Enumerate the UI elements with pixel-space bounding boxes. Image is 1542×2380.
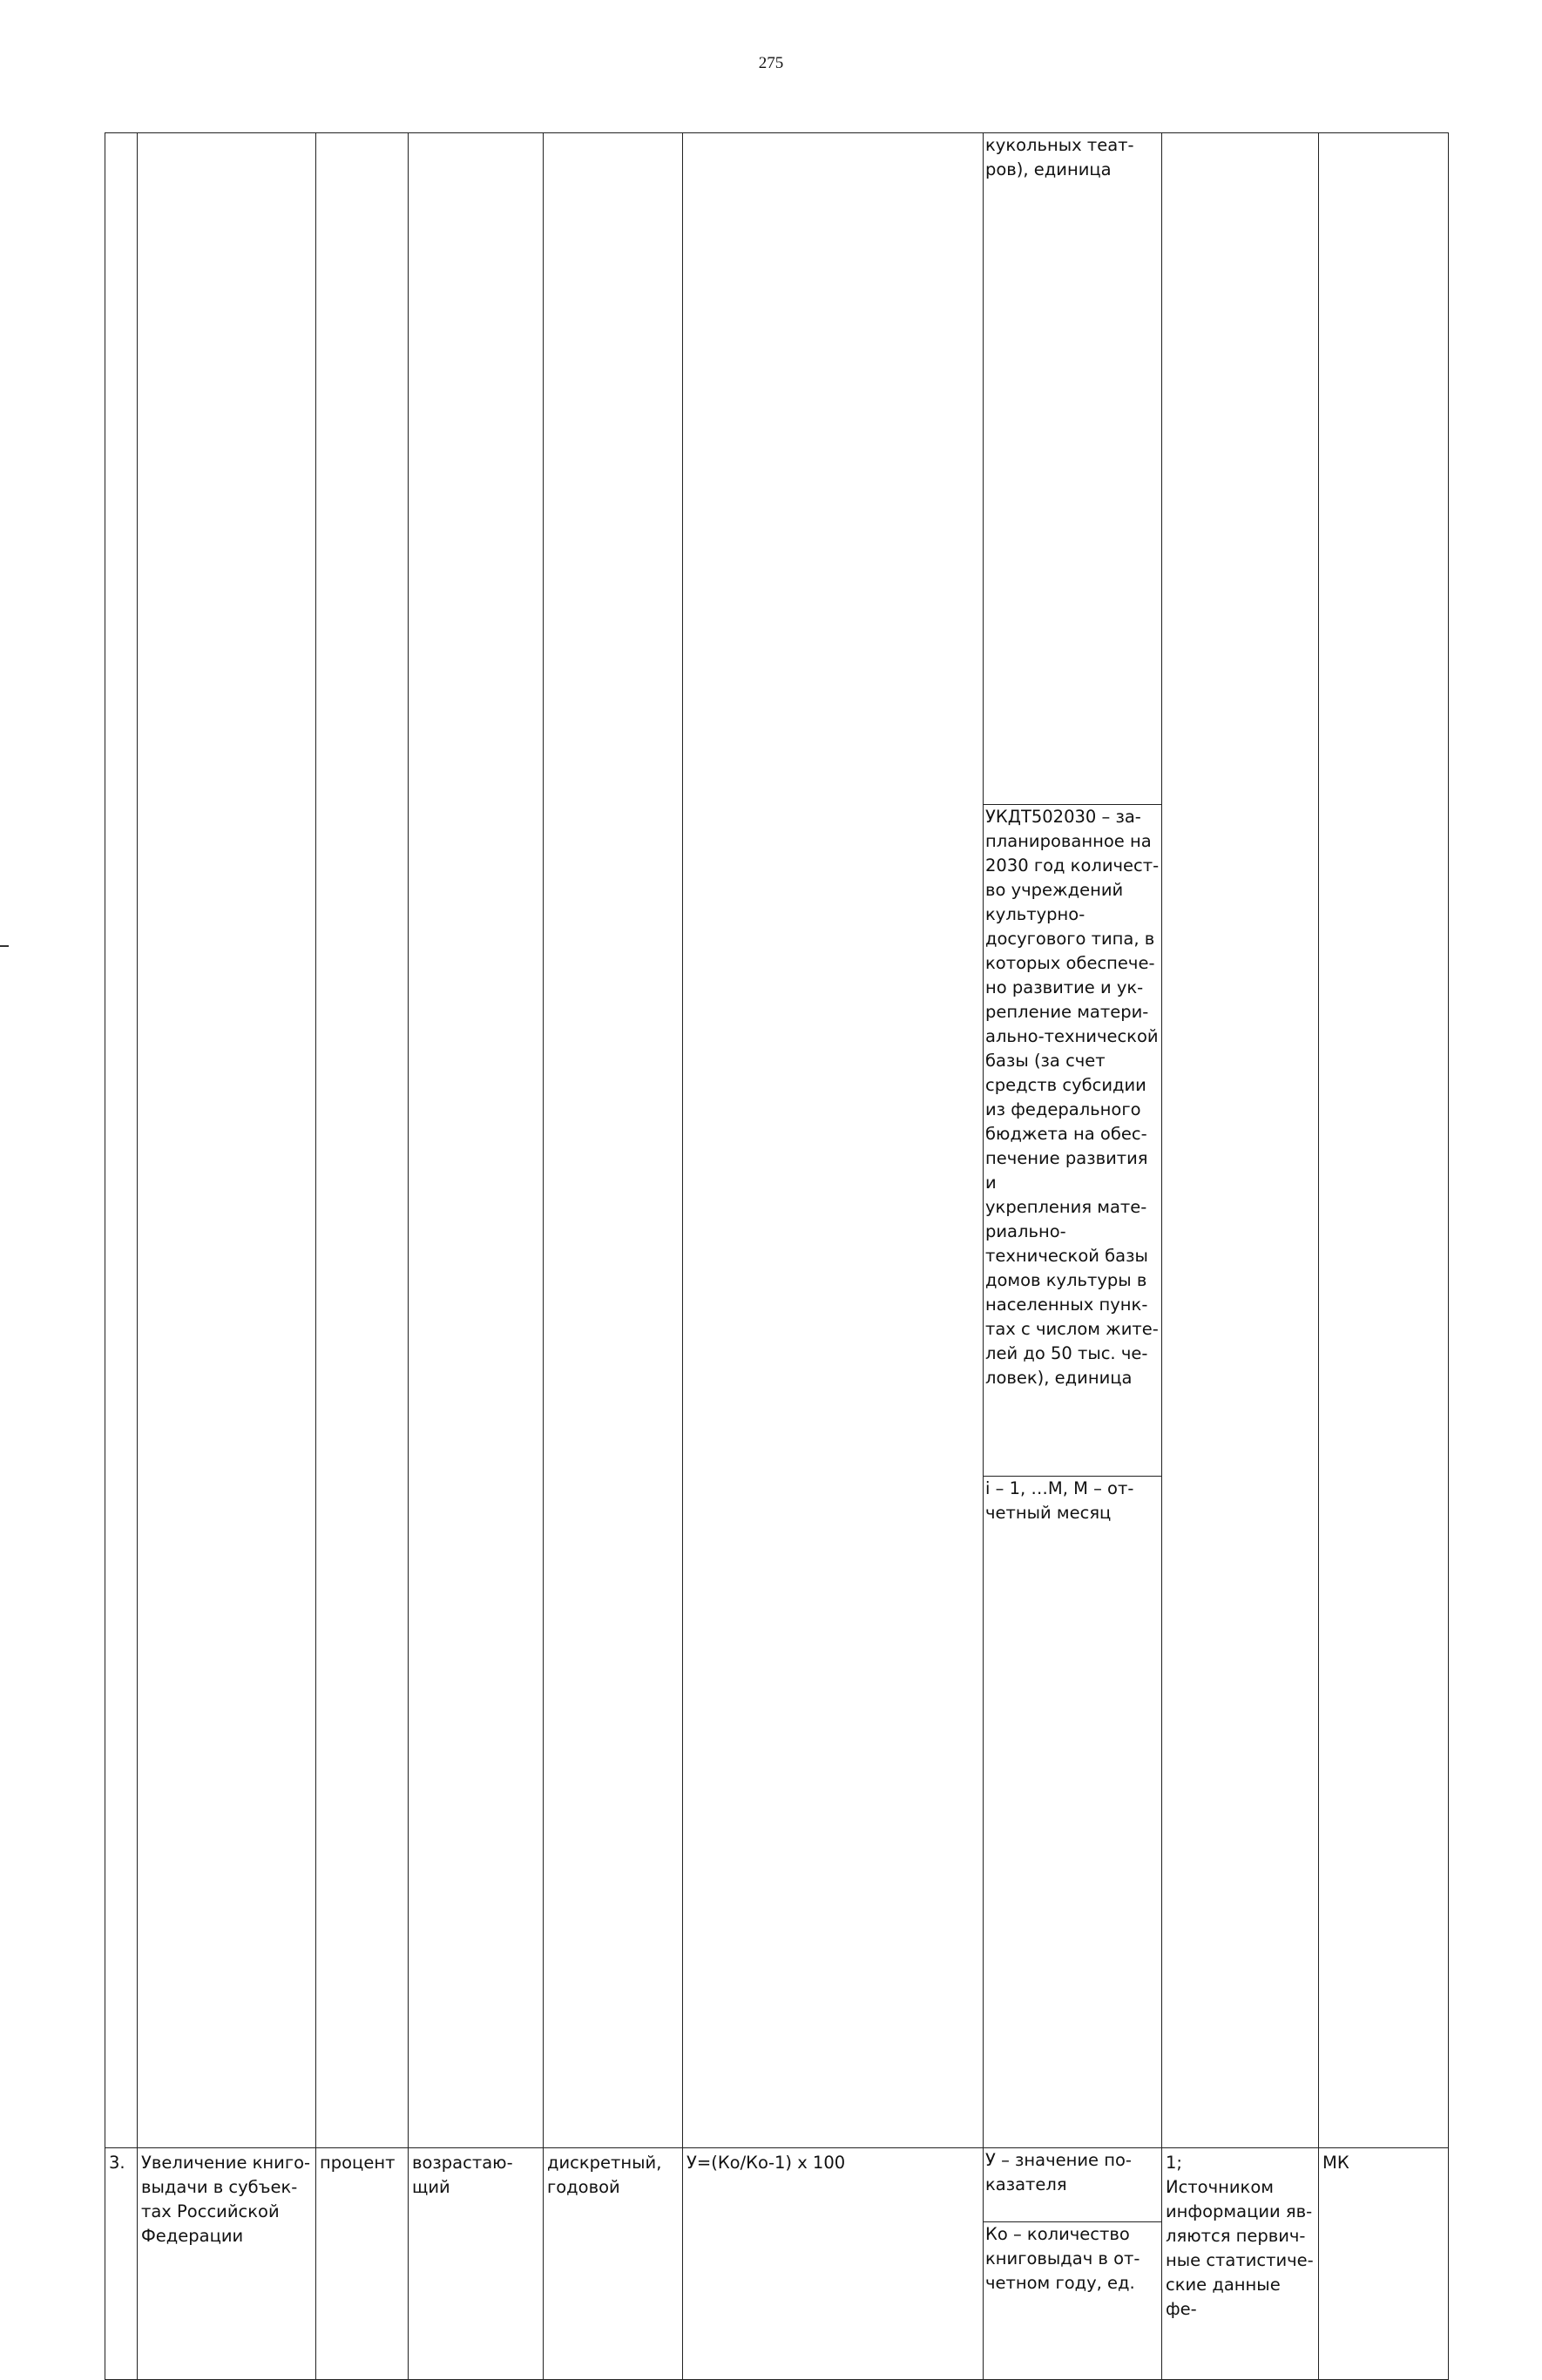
indicator-source: 1; Источником информации яв- ляются первич- ные статистиче- ские данные фе- [1162, 2148, 1319, 2380]
cell-type [544, 133, 683, 2148]
cell-name [138, 133, 316, 2148]
cell-formula [683, 133, 984, 2148]
definition-item: кукольных теат- ров), единица [985, 135, 1134, 179]
scan-mark [0, 945, 9, 947]
cell-dynamics [409, 133, 544, 2148]
indicator-name: Увеличение книго- выдачи в субъек- тах Российской Федерации [138, 2148, 316, 2380]
definition-item: У – значение по- казателя [985, 2150, 1132, 2194]
indicator-type: дискретный, годовой [544, 2148, 683, 2380]
definitions-list [984, 2148, 1161, 2379]
indicator-table [105, 132, 1449, 2380]
definitions-list [984, 133, 1161, 2147]
cell-definitions [984, 133, 1162, 2148]
cell-unit [316, 133, 409, 2148]
indicator-formula: У=(Ко/Ко-1) х 100 [683, 2148, 984, 2380]
definition-item: УКДТ502030 – за- планированное на 2030 год количест- во учреждений культурно- досугового типа, в которых обеспече- но развитие и ук- репление матери- ально-технической базы (за счет средств субсидии из федерального бюджета на обес- печение развития и укрепления мате- риально- технической базы домов культуры в населенных пунк- тах с числом жите- лей до 50 тыс. че- ловек), единица [984, 805, 1161, 1477]
indicator-dynamics: возрастаю- щий [409, 2148, 544, 2380]
definition-item: i – 1, …М, М – от- четный месяц [984, 1477, 1161, 2148]
indicator-responsible: МК [1319, 2148, 1449, 2380]
definition-item: Ко – количество книговыдач в от- четном году, ед. [984, 2222, 1161, 2380]
continued-row [105, 133, 1449, 2148]
page-number: 275 [758, 54, 784, 72]
indicator-definitions [984, 2148, 1162, 2380]
indicator-unit: процент [316, 2148, 409, 2380]
cell-responsible [1319, 133, 1449, 2148]
indicator-row-3 [105, 2148, 1449, 2380]
cell-num [105, 133, 138, 2148]
row-number: 3. [105, 2148, 138, 2380]
cell-source [1162, 133, 1319, 2148]
